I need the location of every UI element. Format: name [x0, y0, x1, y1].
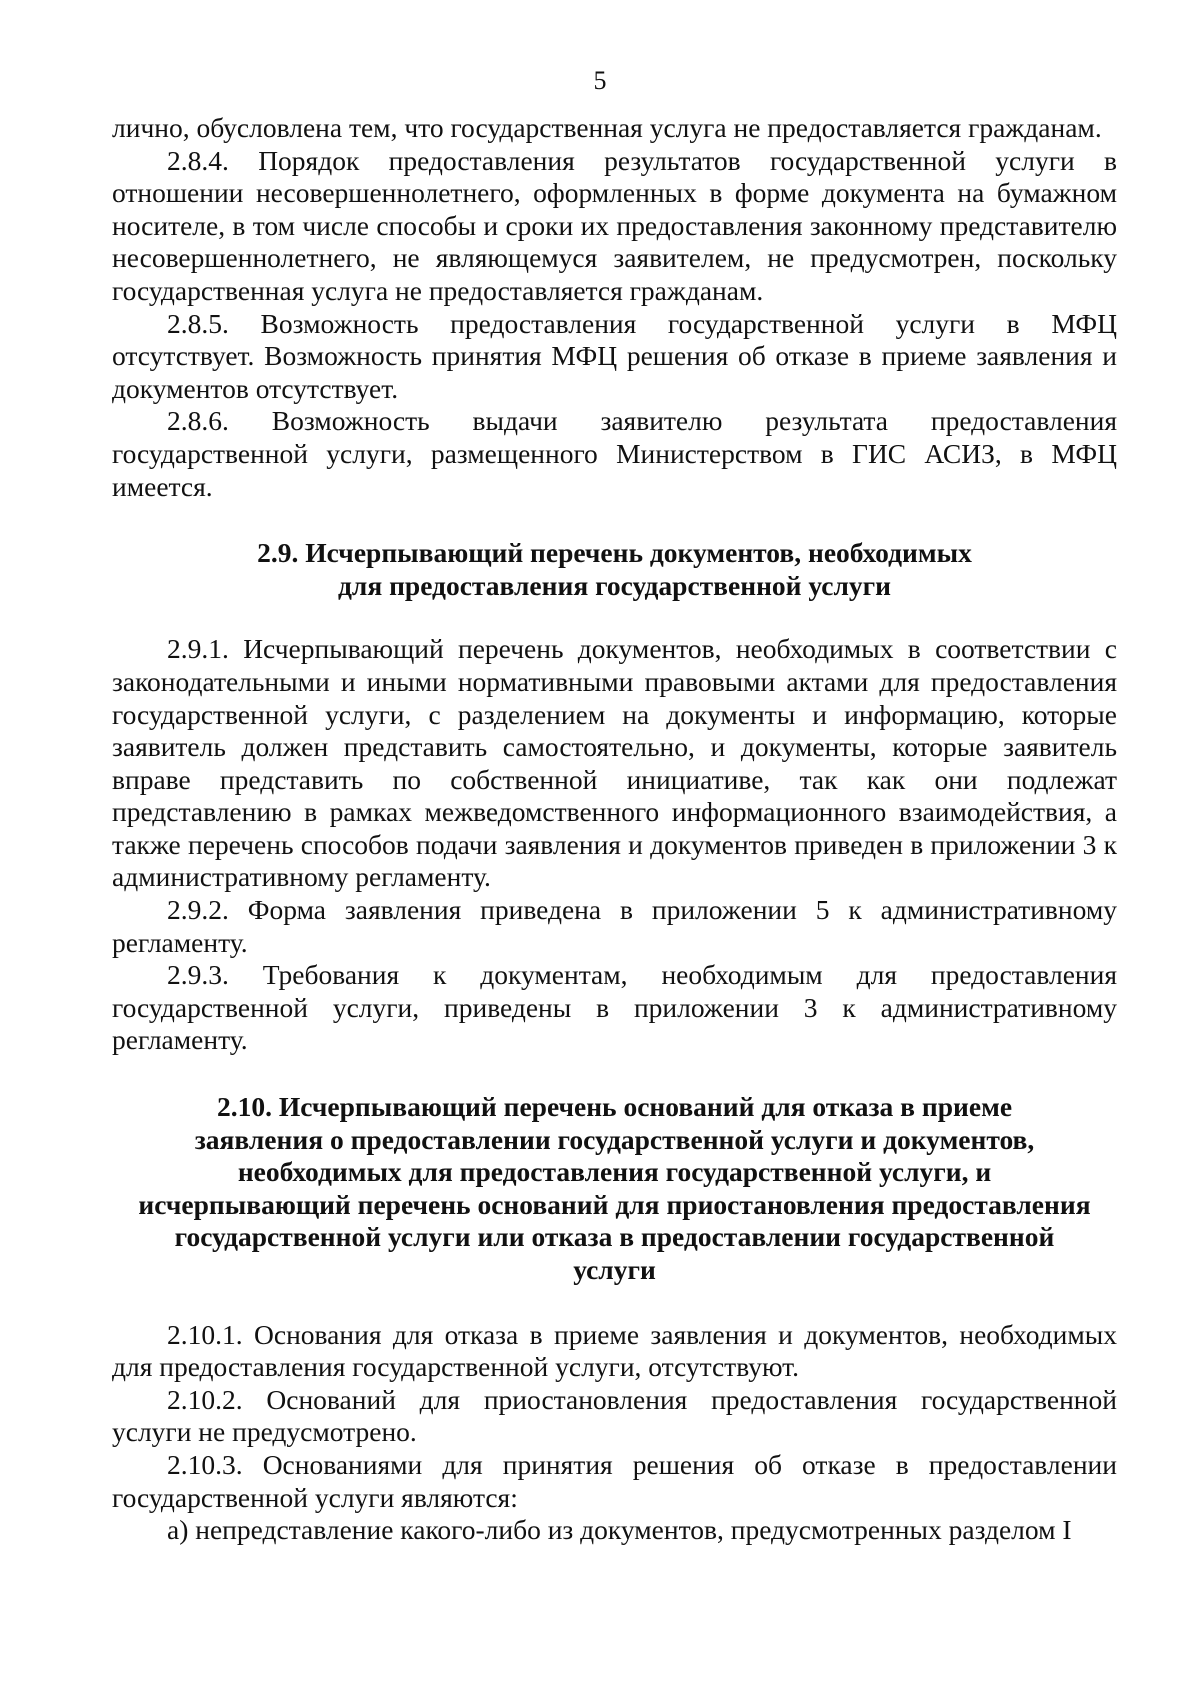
paragraph-2-8-6: 2.8.6. Возможность выдачи заявителю результата предоставления государственной услуги, размещенного Министерством в ГИС АСИЗ, в МФЦ имеется. [112, 405, 1117, 502]
section-heading-2-9 [112, 537, 1117, 602]
heading-line: заявления о предоставлении государственной услуги и документов, [194, 1123, 1035, 1155]
paragraph-2-9-3: 2.9.3. Требования к документам, необходимым для предоставления государственной услуги, приведены в приложении 3 к административному регламенту. [112, 959, 1117, 1056]
page-number: 5 [593, 66, 607, 95]
heading-line: государственной услуги или отказа в предоставлении государственной [174, 1221, 1055, 1253]
paragraph-2-10-3-a: а) непредставление какого-либо из документов, предусмотренных разделом I [167, 1514, 1072, 1546]
document-body [112, 112, 1117, 1547]
section-heading-2-10 [112, 1091, 1117, 1287]
paragraph-continuation: лично, обусловлена тем, что государственная услуга не предоставляется гражданам. [112, 112, 1102, 143]
heading-line: услуги [573, 1254, 656, 1285]
heading-line: для предоставления государственной услуги [337, 569, 892, 601]
paragraph-2-9-2: 2.9.2. Форма заявления приведена в приложении 5 к административному регламенту. [112, 894, 1117, 958]
paragraph-2-8-4: 2.8.4. Порядок предоставления результатов государственной услуги в отношении несовершеннолетнего, оформленных в форме документа на бумажном носителе, в том числе способы и сроки их предоставления законному представителю несовершеннолетнего, не являющемуся заявителем, не предусмотрен, поскольку государственная услуга не предоставляется гражданам. [112, 144, 1117, 306]
heading-line: 2.10. Исчерпывающий перечень оснований для отказа в приеме [216, 1091, 1013, 1123]
paragraph-2-10-3: 2.10.3. Основаниями для принятия решения об отказе в предоставлении государственной услуги являются: [112, 1448, 1117, 1513]
heading-line: 2.9. Исчерпывающий перечень документов, необходимых [257, 537, 972, 569]
paragraph-2-10-2: 2.10.2. Оснований для приостановления предоставления государственной услуги не предусмотрено. [112, 1383, 1117, 1448]
paragraph-2-9-1: 2.9.1. Исчерпывающий перечень документов, необходимых в соответствии с законодательными и иными нормативными правовыми актами для предоставления государственной услуги, с разделением на документы и информацию, которые заявитель должен представить самостоятельно, и документы, которые заявитель вправе представить по собственной инициативе, так как они подлежат представлению в рамках межведомственного информационного взаимодействия, а также перечень способов подачи заявления и документов приведен в приложении 3 к административному регламенту. [112, 633, 1117, 893]
paragraph-2-10-1: 2.10.1. Основания для отказа в приеме заявления и документов, необходимых для предоставления государственной услуги, отсутствуют. [112, 1318, 1117, 1383]
heading-line: исчерпывающий перечень оснований для приостановления предоставления [138, 1188, 1091, 1220]
paragraph-2-8-5: 2.8.5. Возможность предоставления государственной услуги в МФЦ отсутствует. Возможность принятия МФЦ решения об отказе в приеме заявления и документов отсутствует. [112, 307, 1117, 404]
heading-line: необходимых для предоставления государственной услуги, и [237, 1156, 992, 1188]
